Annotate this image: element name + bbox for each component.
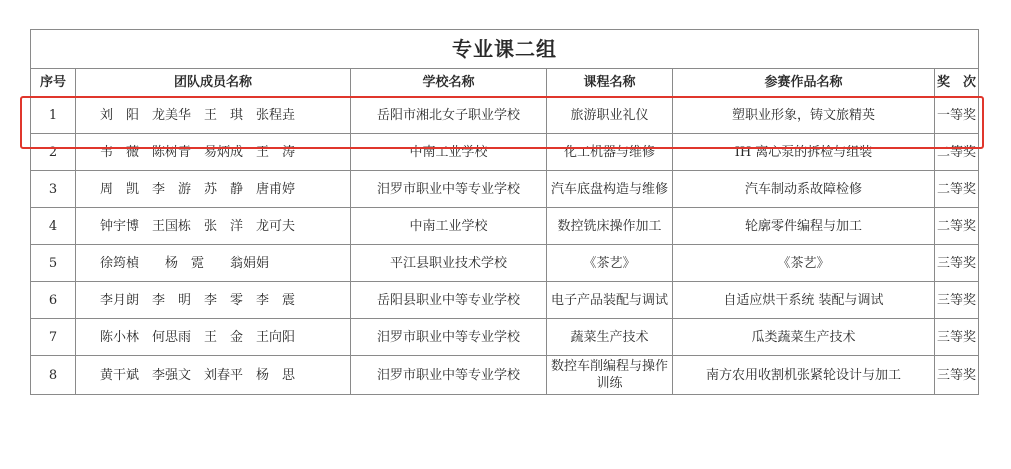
header-course: 课程名称: [547, 69, 673, 97]
header-school: 学校名称: [351, 69, 547, 97]
row-work: 南方农用收割机张紧轮设计与加工: [673, 356, 935, 395]
row-award: 二等奖: [935, 134, 979, 171]
row-work: 塑职业形象，铸文旅精英: [673, 97, 935, 134]
row-award: 二等奖: [935, 171, 979, 208]
row-members: 黄干斌 李强文 刘春平 杨 思: [76, 356, 351, 395]
row-no: 7: [31, 319, 76, 356]
row-work: 瓜类蔬菜生产技术: [673, 319, 935, 356]
row-course: 数控铣床操作加工: [547, 208, 673, 245]
table-title: 专业课二组: [31, 30, 979, 69]
table-row: [31, 134, 979, 171]
row-school: 汨罗市职业中等专业学校: [351, 319, 547, 356]
row-award: 三等奖: [935, 282, 979, 319]
row-no: 1: [31, 97, 76, 134]
row-school: 中南工业学校: [351, 208, 547, 245]
header-award: 奖 次: [935, 69, 979, 97]
row-no: 5: [31, 245, 76, 282]
row-work: 汽车制动系故障检修: [673, 171, 935, 208]
header-members: 团队成员名称: [76, 69, 351, 97]
table-row: [31, 319, 979, 356]
row-award: 二等奖: [935, 208, 979, 245]
row-work: 轮廓零件编程与加工: [673, 208, 935, 245]
table-row: [31, 97, 979, 134]
row-award: 一等奖: [935, 97, 979, 134]
table-row: [31, 171, 979, 208]
row-members: 钟宇博 王国栋 张 洋 龙可夫: [76, 208, 351, 245]
table-row: [31, 208, 979, 245]
row-work: 自适应烘干系统 装配与调试: [673, 282, 935, 319]
row-members: 周 凯 李 游 苏 静 唐甫婷: [76, 171, 351, 208]
row-award: 三等奖: [935, 245, 979, 282]
award-table: [30, 29, 979, 395]
row-members: 韦 薇 陈树青 易炳成 王 涛: [76, 134, 351, 171]
row-no: 2: [31, 134, 76, 171]
row-no: 3: [31, 171, 76, 208]
table-row: [31, 245, 979, 282]
header-no: 序号: [31, 69, 76, 97]
row-course: 蔬菜生产技术: [547, 319, 673, 356]
row-no: 4: [31, 208, 76, 245]
row-school: 汨罗市职业中等专业学校: [351, 356, 547, 395]
row-members: 陈小林 何思雨 王 金 王向阳: [76, 319, 351, 356]
row-school: 岳阳县职业中等专业学校: [351, 282, 547, 319]
row-award: 三等奖: [935, 356, 979, 395]
header-row: [31, 69, 979, 97]
row-course: 《茶艺》: [547, 245, 673, 282]
row-course: 数控车削编程与操作训练: [547, 356, 673, 395]
row-members: 徐筠楨 杨 霓 翁娟娟: [76, 245, 351, 282]
row-course: 汽车底盘构造与维修: [547, 171, 673, 208]
row-school: 汨罗市职业中等专业学校: [351, 171, 547, 208]
row-course: 电子产品装配与调试: [547, 282, 673, 319]
row-work: IH 离心泵的拆检与组装: [673, 134, 935, 171]
row-work: 《茶艺》: [673, 245, 935, 282]
header-work: 参赛作品名称: [673, 69, 935, 97]
award-sheet: [30, 29, 978, 395]
row-members: 刘 阳 龙美华 王 琪 张程垚: [76, 97, 351, 134]
row-course: 化工机器与维修: [547, 134, 673, 171]
row-award: 三等奖: [935, 319, 979, 356]
table-row: [31, 282, 979, 319]
row-members: 李月朗 李 明 李 零 李 震: [76, 282, 351, 319]
row-school: 岳阳市湘北女子职业学校: [351, 97, 547, 134]
table-row: [31, 356, 979, 395]
row-no: 6: [31, 282, 76, 319]
row-school: 中南工业学校: [351, 134, 547, 171]
row-school: 平江县职业技术学校: [351, 245, 547, 282]
row-no: 8: [31, 356, 76, 395]
row-course: 旅游职业礼仪: [547, 97, 673, 134]
